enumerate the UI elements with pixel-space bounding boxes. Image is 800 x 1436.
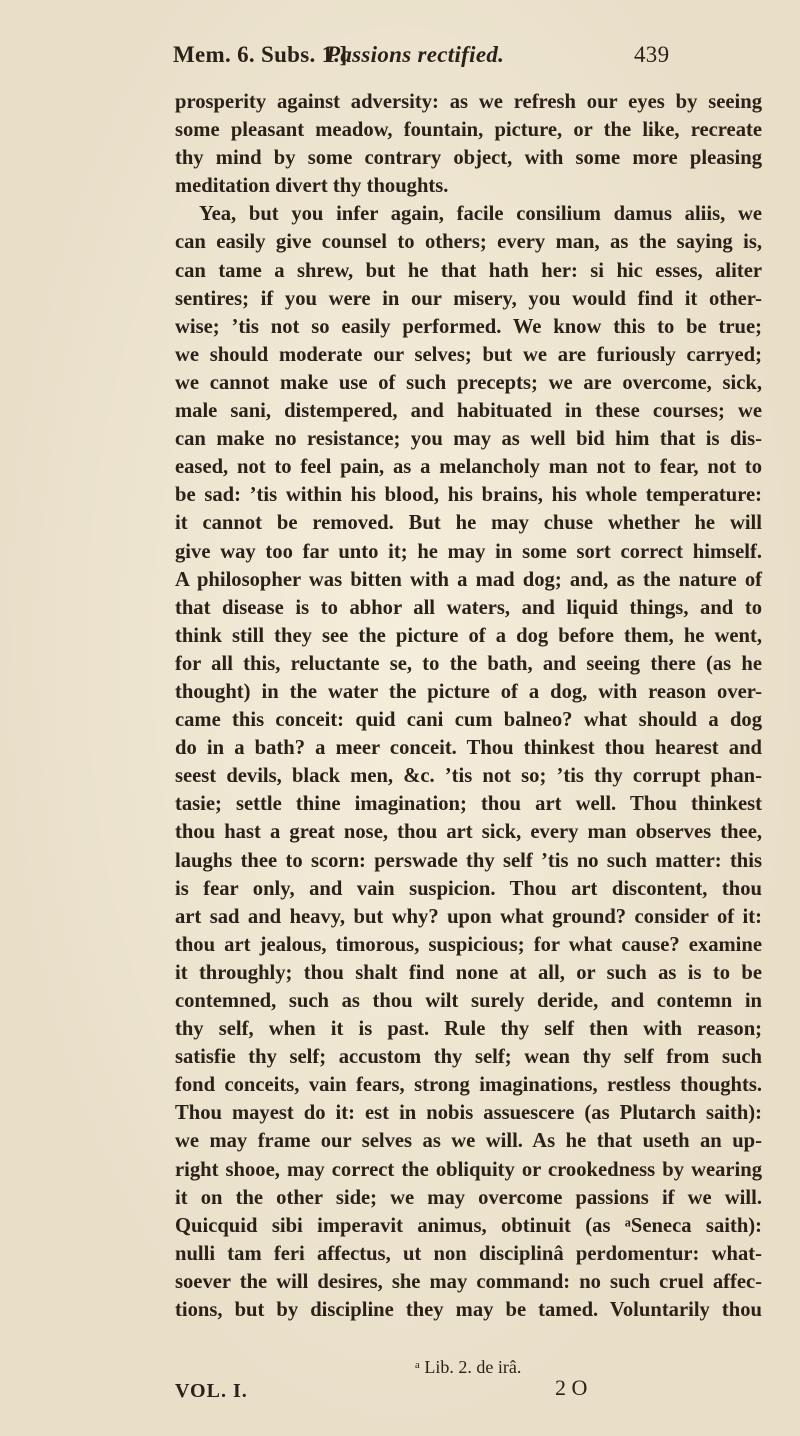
text-line: soever the will desires, she may command: no such cruel affec- (175, 1270, 762, 1293)
text-line: some pleasant meadow, fountain, picture, or the like, recreate (175, 119, 762, 142)
text-line: thou art jealous, timorous, suspicious; for what cause? examine (175, 933, 762, 956)
text-line: contemned, such as thou wilt surely deride, and contemn in (175, 990, 762, 1012)
header-section-ref: Mem. 6. Subs. 1.] (173, 42, 348, 67)
text-line: Quicquid sibi imperavit animus, obtinuit (as ᵃSeneca saith): (175, 1214, 762, 1237)
text-line: tasie; settle thine imagination; thou art well. Thou thinkest (175, 793, 762, 816)
text-line: we may frame our selves as we will. As he that useth an up- (175, 1130, 762, 1153)
text-line: thy self, when it is past. Rule thy self then with reason; (175, 1018, 762, 1041)
page-number: 439 (634, 42, 670, 67)
text-line: it on the other side; we may overcome passions if we will. (175, 1186, 762, 1209)
text-line: tions, but by discipline they may be tamed. Voluntarily thou (175, 1299, 762, 1322)
text-line: meditation divert thy thoughts. (175, 175, 449, 198)
text-line: think still they see the picture of a dog before them, he went, (175, 624, 762, 647)
running-header (173, 42, 673, 78)
text-line: do in a bath? a meer conceit. Thou thinkest thou hearest and (175, 737, 762, 760)
text-line: Thou mayest do it: est in nobis assuescere (as Plutarch saith): (175, 1102, 762, 1125)
text-line: right shooe, may correct the obliquity or crookedness by wearing (175, 1158, 762, 1181)
text-line: Yea, but you infer again, facile consilium damus aliis, we (199, 203, 762, 226)
text-line: is fear only, and vain suspicion. Thou art discontent, thou (175, 877, 762, 900)
text-line: it cannot be removed. But he may chuse whether he will (175, 512, 762, 535)
text-line: thou hast a great nose, thou art sick, every man observes thee, (175, 821, 762, 844)
text-line: we cannot make use of such precepts; we are overcome, sick, (175, 371, 762, 394)
text-line: be sad: ’tis within his blood, his brains, his whole temperature: (175, 484, 762, 507)
text-line: prosperity against adversity: as we refresh our eyes by seeing (175, 91, 762, 113)
text-line: can tame a shrew, but he that hath her: si hic esses, aliter (175, 259, 762, 282)
text-line: it throughly; thou shalt find none at all, or such as is to be (175, 961, 762, 984)
text-line: eased, not to feel pain, as a melancholy man not to fear, not to (175, 456, 762, 479)
text-line: we should moderate our selves; but we are furiously carryed; (175, 343, 762, 366)
text-line: nulli tam feri affectus, ut non disciplinâ perdomentur: what- (175, 1242, 762, 1265)
text-line: that disease is to abhor all waters, and liquid things, and to (175, 596, 762, 619)
text-line: thy mind by some contrary object, with some more pleasing (175, 147, 762, 170)
text-line: can easily give counsel to others; every man, as the saying is, (175, 231, 762, 254)
text-line: wise; ’tis not so easily performed. We know this to be true; (175, 315, 762, 338)
text-line: fond conceits, vain fears, strong imaginations, restless thoughts. (175, 1074, 762, 1097)
text-line: can make no resistance; you may as well bid him that is dis- (175, 428, 762, 451)
text-line: satisfie thy self; accustom thy self; wean thy self from such (175, 1046, 762, 1069)
text-line: for all this, reluctante se, to the bath, and seeing there (as he (175, 652, 762, 675)
text-line: thought) in the water the picture of a dog, with reason over- (175, 680, 762, 703)
text-line: give way too far unto it; he may in some sort correct himself. (175, 540, 762, 563)
body-text (175, 88, 762, 1324)
text-line: came this conceit: quid cani cum balneo? what should a dog (175, 709, 762, 732)
header-title: Passions rectified. (326, 42, 505, 67)
sheet-signature: 2 O (555, 1375, 588, 1400)
text-line: laughs thee to scorn: perswade thy self ’tis no such matter: this (175, 849, 762, 872)
text-line: sentires; if you were in our misery, you would find it other- (175, 287, 762, 310)
volume-signature: VOL. I. (175, 1380, 248, 1402)
footnote: ᵃ Lib. 2. de irâ. (415, 1357, 522, 1377)
text-line: A philosopher was bitten with a mad dog; and, as the nature of (175, 568, 762, 591)
text-line: art sad and heavy, but why? upon what ground? consider of it: (175, 905, 762, 928)
text-line: seest devils, black men, &c. ’tis not so; ’tis thy corrupt phan- (175, 765, 762, 788)
text-line: male sani, distempered, and habituated in these courses; we (175, 400, 762, 423)
